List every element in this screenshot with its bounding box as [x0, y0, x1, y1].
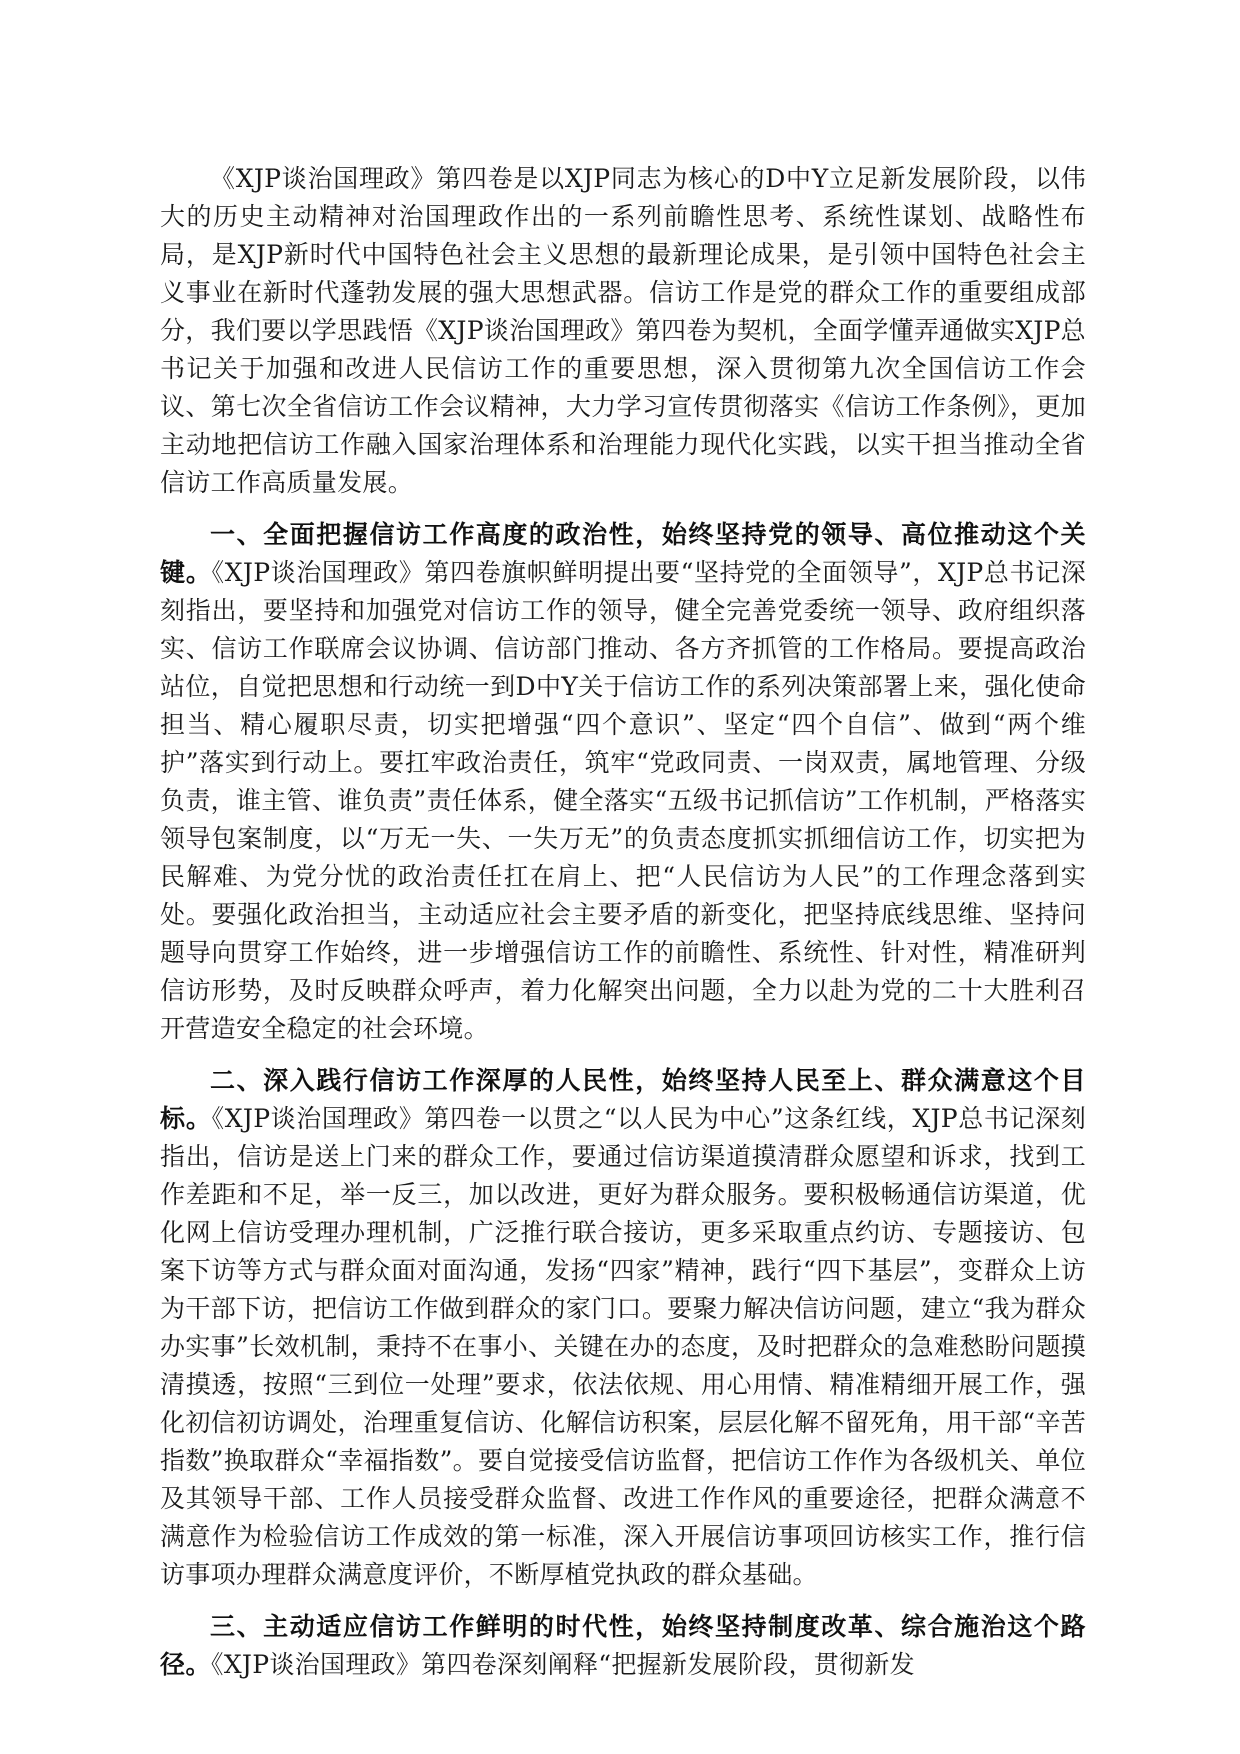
section-paragraph-2	[160, 1062, 1086, 1594]
section-body-3: 《XJP谈治国理政》第四卷深刻阐释“把握新发展阶段，贯彻新发	[211, 1650, 915, 1679]
section-heading-2: 二、深入践行信访工作深厚的人民性，始终坚持人民至上、群众满意这个目标。	[160, 1066, 1086, 1133]
section-body-1: 《XJP谈治国理政》第四卷旗帜鲜明提出要“坚持党的全面领导”，XJP总书记深刻指出，要坚持和加强党对信访工作的领导，健全完善党委统一领导、政府组织落实、信访工作联席会议协调、信访部门推动、各方齐抓管的工作格局。要提高政治站位，自觉把思想和行动统一到D中Y关于信访工作的系列决策部署上来，强化使命担当、精心履职尽责，切实把增强“四个意识”、坚定“四个自信”、做到“两个维护”落实到行动上。要扛牢政治责任，筑牢“党政同责、一岗双责，属地管理、分级负责，谁主管、谁负责”责任体系，健全落实“五级书记抓信访”工作机制，严格落实领导包案制度，以“万无一失、一失万无”的负责态度抓实抓细信访工作，切实把为民解难、为党分忧的政治责任扛在肩上、把“人民信访为人民”的工作理念落到实处。要强化政治担当，主动适应社会主要矛盾的新变化，把坚持底线思维、坚持问题导向贯穿工作始终，进一步增强信访工作的前瞻性、系统性、针对性，精准研判信访形势，及时反映群众呼声，着力化解突出问题，全力以赴为党的二十大胜利召开营造安全稳定的社会环境。	[160, 558, 1086, 1043]
intro-text: 《XJP谈治国理政》第四卷是以XJP同志为核心的D中Y立足新发展阶段，以伟大的历史主动精神对治国理政作出的一系列前瞻性思考、系统性谋划、战略性布局，是XJP新时代中国特色社会主义思想的最新理论成果，是引领中国特色社会主义事业在新时代蓬勃发展的强大思想武器。信访工作是党的群众工作的重要组成部分，我们要以学思践悟《XJP谈治国理政》第四卷为契机，全面学懂弄通做实XJP总书记关于加强和改进人民信访工作的重要思想，深入贯彻第九次全国信访工作会议、第七次全省信访工作会议精神，大力学习宣传贯彻落实《信访工作条例》，更加主动地把信访工作融入国家治理体系和治理能力现代化实践，以实干担当推动全省信访工作高质量发展。	[160, 164, 1086, 497]
document-body	[160, 160, 1086, 1698]
section-heading-3: 三、主动适应信访工作鲜明的时代性，始终坚持制度改革、综合施治这个路径。	[160, 1612, 1086, 1679]
section-body-2: 《XJP谈治国理政》第四卷一以贯之“以人民为中心”这条红线，XJP总书记深刻指出，信访是送上门来的群众工作，要通过信访渠道摸清群众愿望和诉求，找到工作差距和不足，举一反三，加以改进，更好为群众服务。要积极畅通信访渠道，优化网上信访受理办理机制，广泛推行联合接访，更多采取重点约访、专题接访、包案下访等方式与群众面对面沟通，发扬“四家”精神，践行“四下基层”，变群众上访为干部下访，把信访工作做到群众的家门口。要聚力解决信访问题，建立“我为群众办实事”长效机制，秉持不在事小、关键在办的态度，及时把群众的急难愁盼问题摸清摸透，按照“三到位一处理”要求，依法依规、用心用情、精准精细开展工作，强化初信初访调处，治理重复信访、化解信访积案，层层化解不留死角，用干部“辛苦指数”换取群众“幸福指数”。要自觉接受信访监督，把信访工作作为各级机关、单位及其领导干部、工作人员接受群众监督、改进工作作风的重要途径，把群众满意不满意作为检验信访工作成效的第一标准，深入开展信访事项回访核实工作，推行信访事项办理群众满意度评价，不断厚植党执政的群众基础。	[160, 1104, 1086, 1589]
section-paragraph-3	[160, 1608, 1086, 1684]
section-heading-1: 一、全面把握信访工作高度的政治性，始终坚持党的领导、高位推动这个关键。	[160, 520, 1086, 587]
section-paragraph-1	[160, 516, 1086, 1048]
intro-paragraph	[160, 160, 1086, 502]
